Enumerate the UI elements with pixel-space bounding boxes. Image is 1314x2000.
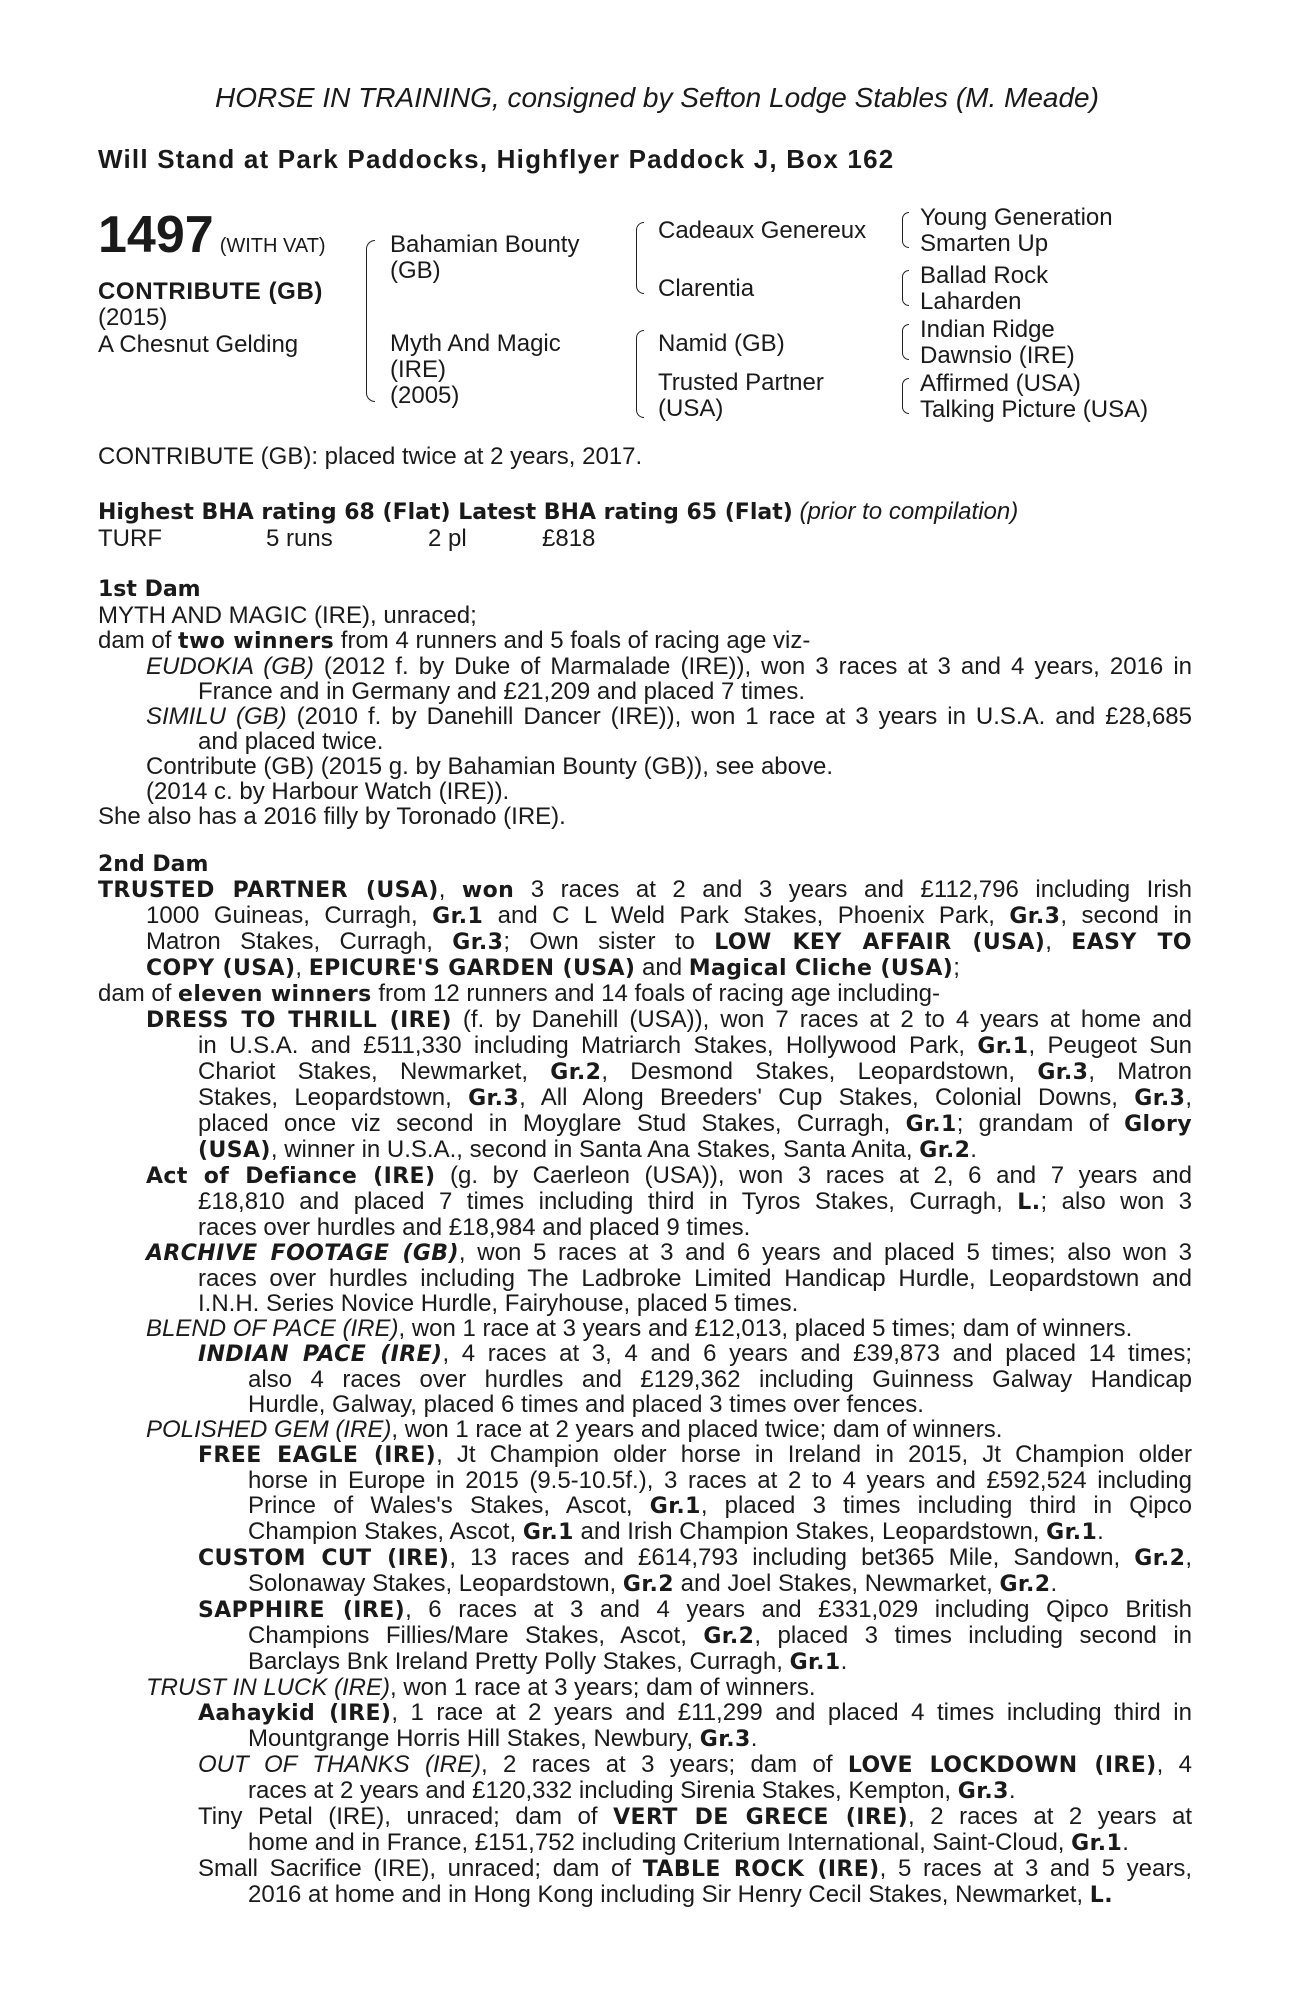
second-dam-text-run: , won 1 race at 2 years and placed twice; dam of winners. bbox=[391, 1416, 1003, 1443]
pedigree-brace-sire-side bbox=[636, 222, 644, 294]
sire-line-1: Bahamian Bounty bbox=[390, 231, 580, 258]
pedigree-brace-g3-3 bbox=[902, 324, 909, 360]
second-dam-line bbox=[98, 1137, 1192, 1163]
second-dam-text-run: Gr.2 bbox=[919, 1138, 971, 1163]
second-dam-text-run: Gr.1 bbox=[977, 1034, 1029, 1059]
dam-dam-name bbox=[658, 370, 824, 422]
second-dam-line bbox=[98, 1417, 1192, 1442]
second-dam-line bbox=[98, 981, 1192, 1007]
second-dam-line bbox=[98, 1240, 1192, 1266]
second-dam-line bbox=[98, 1804, 1192, 1830]
ratings-text: Highest BHA rating 68 (Flat) Latest BHA rating 65 (Flat) bbox=[98, 500, 793, 525]
second-dam-text-run: Gr.1 bbox=[522, 1520, 574, 1545]
first-dam-text-run: from 4 runners and 5 foals of racing age viz- bbox=[334, 627, 811, 654]
vat-note: (WITH VAT) bbox=[219, 235, 326, 257]
second-dam-line bbox=[98, 1571, 1192, 1597]
second-dam-text-run: Gr.2 bbox=[550, 1060, 602, 1085]
g3-6: Dawnsio (IRE) bbox=[920, 342, 1075, 369]
first-dam-text bbox=[98, 603, 1192, 829]
second-dam-text-run: Glory bbox=[1124, 1112, 1192, 1137]
second-dam-text-run: Champions Fillies/Mare Stakes, Ascot, bbox=[248, 1622, 704, 1649]
first-dam-line bbox=[98, 779, 1192, 804]
pedigree-brace-gen1 bbox=[366, 240, 375, 402]
second-dam-line bbox=[98, 1830, 1192, 1856]
second-dam-text-run: ; Own sister to bbox=[503, 928, 715, 955]
second-dam-text-run: , won 5 races at 3 and 6 years and placed 5 times; also won 3 bbox=[458, 1239, 1192, 1266]
second-dam-text-run: , 2 races at 3 years; dam of bbox=[480, 1751, 848, 1778]
second-dam-line bbox=[98, 1367, 1192, 1392]
dam-name bbox=[390, 331, 561, 409]
dam-dam-line-2: (USA) bbox=[658, 395, 724, 422]
second-dam-text-run: and Irish Champion Stakes, Leopardstown, bbox=[573, 1518, 1047, 1545]
first-dam-text-run: dam of bbox=[98, 627, 179, 654]
second-dam-text-run: . bbox=[1008, 1777, 1016, 1804]
second-dam-line bbox=[98, 1111, 1192, 1137]
second-dam-text-run: in U.S.A. and £511,330 including Matriarch Stakes, Hollywood Park, bbox=[198, 1032, 978, 1059]
second-dam-text-run: L. bbox=[1017, 1190, 1041, 1215]
g3-3: Ballad Rock bbox=[920, 262, 1049, 289]
second-dam-text-run: , 13 races and £614,793 including bet365 Mile, Sandown, bbox=[449, 1544, 1135, 1571]
sire-sire-name: Cadeaux Genereux bbox=[658, 217, 867, 244]
second-dam-line bbox=[98, 1316, 1192, 1341]
second-dam-text-run: TRUSTED PARTNER (USA) bbox=[98, 878, 439, 903]
second-dam-text bbox=[98, 877, 1192, 1908]
second-dam-text-run: . bbox=[1122, 1829, 1129, 1856]
second-dam-line bbox=[98, 929, 1192, 955]
second-dam-line bbox=[98, 1726, 1192, 1752]
sire-line-2: (GB) bbox=[390, 257, 441, 284]
second-dam-text-run: ARCHIVE FOOTAGE (GB) bbox=[146, 1241, 459, 1266]
second-dam-text-run: and Joel Stakes, Newmarket, bbox=[673, 1570, 1000, 1597]
second-dam-text-run: , winner in U.S.A., second in Santa Ana Stakes, Santa Anita, bbox=[270, 1136, 920, 1163]
second-dam-text-run: Gr.1 bbox=[789, 1650, 841, 1675]
second-dam-text-run: , bbox=[1185, 1084, 1192, 1111]
second-dam-text-run: TABLE ROCK (IRE) bbox=[642, 1857, 880, 1882]
turf-earnings: £818 bbox=[542, 525, 596, 552]
second-dam-text-run: 2016 at home and in Hong Kong including Sir Henry Cecil Stakes, Newmarket, bbox=[248, 1881, 1090, 1908]
second-dam-line bbox=[98, 1778, 1192, 1804]
second-dam-text-run: , Peugeot Sun bbox=[1028, 1032, 1192, 1059]
second-dam-line bbox=[98, 1033, 1192, 1059]
second-dam-line bbox=[98, 1468, 1192, 1493]
second-dam-text-run: horse in Europe in 2015 (9.5-10.5f.), 3 races at 2 to 4 years and £592,524 including bbox=[248, 1467, 1192, 1494]
second-dam-text-run: , bbox=[295, 954, 309, 981]
second-dam-line bbox=[98, 877, 1192, 903]
first-dam-line bbox=[98, 679, 1192, 704]
second-dam-text-run: . bbox=[750, 1725, 758, 1752]
second-dam-line bbox=[98, 1341, 1192, 1367]
second-dam-text-run: SAPPHIRE (IRE) bbox=[198, 1598, 406, 1623]
bha-ratings bbox=[98, 498, 1018, 526]
horse-description: A Chesnut Gelding bbox=[98, 331, 299, 358]
second-dam-text-run: INDIAN PACE (IRE) bbox=[198, 1342, 443, 1367]
ratings-note: (prior to compilation) bbox=[799, 498, 1019, 525]
first-dam-text-run: MYTH AND MAGIC (IRE), unraced; bbox=[98, 602, 477, 629]
second-dam-text-run: BLEND OF PACE (IRE) bbox=[146, 1315, 399, 1342]
second-dam-text-run: dam of bbox=[98, 980, 179, 1007]
second-dam-line bbox=[98, 1623, 1192, 1649]
second-dam-text-run: , bbox=[1045, 928, 1072, 955]
first-dam-text-run: (2010 f. by Danehill Dancer (IRE)), won 1 race at 3 years in U.S.A. and £28,685 bbox=[286, 703, 1193, 730]
first-dam-text-run: France and in Germany and £21,209 and placed 7 times. bbox=[198, 678, 806, 705]
second-dam-text-run: Gr.2 bbox=[622, 1572, 674, 1597]
second-dam-text-run: . bbox=[840, 1648, 848, 1675]
second-dam-line bbox=[98, 1752, 1192, 1778]
second-dam-text-run: ; grandam of bbox=[956, 1110, 1125, 1137]
second-dam-text-run: EPICURE'S GARDEN (USA) bbox=[308, 956, 636, 981]
first-dam-text-run: and placed twice. bbox=[198, 728, 384, 755]
second-dam-text-run: (f. by Danehill (USA)), won 7 races at 2 to 4 years at home and bbox=[451, 1006, 1192, 1033]
first-dam-line bbox=[98, 754, 1192, 779]
second-dam-text-run: Stakes, Leopardstown, bbox=[198, 1084, 469, 1111]
second-dam-text-run: Gr.2 bbox=[1134, 1546, 1186, 1571]
second-dam-text-run: Chariot Stakes, Newmarket, bbox=[198, 1058, 551, 1085]
first-dam-text-run: Contribute (GB) (2015 g. by Bahamian Bounty (GB)), see above. bbox=[146, 753, 834, 780]
second-dam-line bbox=[98, 1163, 1192, 1189]
second-dam-text-run: Gr.1 bbox=[432, 904, 484, 929]
second-dam-text-run: and C L Weld Park Stakes, Phoenix Park, bbox=[483, 902, 1010, 929]
second-dam-text-run: TRUST IN LUCK (IRE) bbox=[146, 1674, 391, 1701]
pedigree-brace-g3-1 bbox=[902, 212, 909, 248]
turf-placed: 2 pl bbox=[428, 525, 467, 552]
second-dam-line bbox=[98, 903, 1192, 929]
second-dam-text-run: OUT OF THANKS (IRE) bbox=[198, 1751, 481, 1778]
second-dam-text-run: Gr.1 bbox=[1046, 1520, 1098, 1545]
second-dam-text-run: Gr.1 bbox=[905, 1112, 957, 1137]
first-dam-heading: 1st Dam bbox=[98, 577, 201, 602]
second-dam-text-run: LOVE LOCKDOWN (IRE) bbox=[847, 1753, 1157, 1778]
second-dam-text-run: (g. by Caerleon (USA)), won 3 races at 2, 6 and 7 years and bbox=[435, 1162, 1193, 1189]
second-dam-text-run: Barclays Bnk Ireland Pretty Polly Stakes, Curragh, bbox=[248, 1648, 790, 1675]
second-dam-line bbox=[98, 1597, 1192, 1623]
first-dam-line bbox=[98, 729, 1192, 754]
dam-line-1: Myth And Magic bbox=[390, 330, 561, 357]
first-dam-line bbox=[98, 654, 1192, 679]
lot-number bbox=[98, 205, 326, 265]
second-dam-text-run: , Jt Champion older horse in Ireland in 2015, Jt Champion older bbox=[436, 1441, 1192, 1468]
second-dam-line bbox=[98, 1675, 1192, 1700]
second-dam-text-run: , All Along Breeders' Cup Stakes, Colonial Downs, bbox=[519, 1084, 1135, 1111]
second-dam-line bbox=[98, 1493, 1192, 1519]
second-dam-text-run: won bbox=[461, 878, 515, 903]
second-dam-text-run: Mountgrange Horris Hill Stakes, Newbury, bbox=[248, 1725, 700, 1752]
second-dam-text-run: , second in bbox=[1060, 902, 1193, 929]
g3-8: Talking Picture (USA) bbox=[920, 396, 1149, 423]
second-dam-text-run: from 12 runners and 14 foals of racing age including- bbox=[371, 980, 941, 1007]
second-dam-text-run: EASY TO bbox=[1071, 930, 1193, 955]
second-dam-text-run: VERT DE GRECE (IRE) bbox=[613, 1805, 909, 1830]
second-dam-text-run: Gr.2 bbox=[999, 1572, 1051, 1597]
foaling-year: (2015) bbox=[98, 304, 168, 331]
second-dam-text-run: L. bbox=[1089, 1883, 1113, 1908]
second-dam-text-run: and bbox=[635, 954, 689, 981]
second-dam-line bbox=[98, 1856, 1192, 1882]
dam-line-3: (2005) bbox=[390, 382, 460, 409]
second-dam-line bbox=[98, 1085, 1192, 1111]
sire-dam-name: Clarentia bbox=[658, 275, 755, 302]
second-dam-line bbox=[98, 1291, 1192, 1316]
second-dam-line bbox=[98, 1007, 1192, 1033]
second-dam-text-run: , 5 races at 3 and 5 years, bbox=[879, 1855, 1192, 1882]
location-line: Will Stand at Park Paddocks, Highflyer Paddock J, Box 162 bbox=[98, 144, 895, 174]
second-dam-text-run: , 4 races at 3, 4 and 6 years and £39,873 and placed 14 times; bbox=[442, 1340, 1192, 1367]
second-dam-line bbox=[98, 1215, 1192, 1240]
second-dam-text-run: races over hurdles and £18,984 and placed 9 times. bbox=[198, 1214, 751, 1241]
consignor-header: HORSE IN TRAINING, consigned by Sefton Lodge Stables (M. Meade) bbox=[215, 82, 1099, 113]
second-dam-text-run: races over hurdles including The Ladbroke Limited Handicap Hurdle, Leopardstown and bbox=[198, 1265, 1192, 1292]
dam-dam-line-1: Trusted Partner bbox=[658, 369, 824, 396]
second-dam-text-run: , Matron bbox=[1088, 1058, 1193, 1085]
second-dam-text-run: Gr.3 bbox=[699, 1727, 751, 1752]
second-dam-line bbox=[98, 955, 1192, 981]
second-dam-text-run: , 1 race at 2 years and £11,299 and placed 4 times including third in bbox=[391, 1699, 1192, 1726]
second-dam-text-run: FREE EAGLE (IRE) bbox=[198, 1443, 437, 1468]
second-dam-line bbox=[98, 1519, 1192, 1545]
second-dam-text-run: £18,810 and placed 7 times including third in Tyros Stakes, Curragh, bbox=[198, 1188, 1018, 1215]
second-dam-text-run: , 2 races at 2 years at bbox=[908, 1803, 1192, 1830]
second-dam-text-run: . bbox=[970, 1136, 977, 1163]
first-dam-text-run: two winners bbox=[178, 629, 335, 654]
second-dam-text-run: Gr.2 bbox=[703, 1624, 755, 1649]
pedigree-brace-dam-side bbox=[636, 330, 644, 418]
g3-4: Laharden bbox=[920, 288, 1022, 315]
second-dam-line bbox=[98, 1392, 1192, 1417]
pedigree-brace-g3-4 bbox=[902, 378, 909, 414]
second-dam-text-run: Gr.3 bbox=[452, 930, 504, 955]
turf-runs: 5 runs bbox=[266, 525, 333, 552]
dam-sire-name: Namid (GB) bbox=[658, 330, 785, 357]
second-dam-text-run: , bbox=[1185, 1544, 1192, 1571]
second-dam-text-run: (USA) bbox=[198, 1138, 271, 1163]
second-dam-text-run: Prince of Wales's Stakes, Ascot, bbox=[248, 1492, 650, 1519]
first-dam-line bbox=[98, 603, 1192, 628]
second-dam-text-run: CUSTOM CUT (IRE) bbox=[198, 1546, 450, 1571]
second-dam-text-run: Solonaway Stakes, Leopardstown, bbox=[248, 1570, 623, 1597]
second-dam-text-run: Gr.3 bbox=[957, 1779, 1009, 1804]
second-dam-text-run: LOW KEY AFFAIR (USA) bbox=[714, 930, 1046, 955]
second-dam-text-run: placed once viz second in Moyglare Stud Stakes, Curragh, bbox=[198, 1110, 906, 1137]
second-dam-text-run: , placed 3 times including third in Qipco bbox=[700, 1492, 1192, 1519]
turf-label: TURF bbox=[98, 525, 162, 552]
second-dam-text-run: Gr.3 bbox=[1037, 1060, 1089, 1085]
second-dam-text-run: Gr.3 bbox=[1009, 904, 1061, 929]
g3-2: Smarten Up bbox=[920, 230, 1049, 257]
dam-line-2: (IRE) bbox=[390, 356, 446, 383]
first-dam-text-run: EUDOKIA (GB) bbox=[146, 653, 314, 680]
first-dam-text-run: SIMILU (GB) bbox=[146, 703, 287, 730]
second-dam-text-run: , won 1 race at 3 years; dam of winners. bbox=[390, 1674, 816, 1701]
first-dam-text-run: (2014 c. by Harbour Watch (IRE)). bbox=[146, 778, 510, 805]
second-dam-text-run: Gr.1 bbox=[649, 1494, 701, 1519]
second-dam-text-run: ; also won 3 bbox=[1040, 1188, 1193, 1215]
second-dam-text-run: home and in France, £151,752 including Criterium International, Saint-Cloud, bbox=[248, 1829, 1072, 1856]
second-dam-line bbox=[98, 1189, 1192, 1215]
second-dam-text-run: POLISHED GEM (IRE) bbox=[146, 1416, 392, 1443]
second-dam-text-run: DRESS TO THRILL (IRE) bbox=[146, 1008, 452, 1033]
second-dam-text-run: Magical Cliche (USA) bbox=[688, 956, 954, 981]
second-dam-text-run: Gr.1 bbox=[1071, 1831, 1123, 1856]
second-dam-text-run: Gr.3 bbox=[468, 1086, 520, 1111]
second-dam-line bbox=[98, 1545, 1192, 1571]
second-dam-text-run: Small Sacrifice (IRE), unraced; dam of bbox=[198, 1855, 643, 1882]
second-dam-text-run: 1000 Guineas, Curragh, bbox=[146, 902, 433, 929]
second-dam-line bbox=[98, 1442, 1192, 1468]
second-dam-text-run: eleven winners bbox=[178, 982, 372, 1007]
second-dam-text-run: , bbox=[438, 876, 462, 903]
second-dam-text-run: Hurdle, Galway, placed 6 times and placed 3 times over fences. bbox=[248, 1391, 924, 1418]
first-dam-line bbox=[98, 628, 1192, 654]
second-dam-text-run: races at 2 years and £120,332 including Sirenia Stakes, Kempton, bbox=[248, 1777, 958, 1804]
first-dam-text-run: She also has a 2016 filly by Toronado (IRE). bbox=[98, 803, 566, 830]
sire-name bbox=[390, 232, 579, 284]
second-dam-text-run: ; bbox=[953, 954, 960, 981]
second-dam-text-run: I.N.H. Series Novice Hurdle, Fairyhouse, placed 5 times. bbox=[198, 1290, 799, 1317]
race-summary: CONTRIBUTE (GB): placed twice at 2 years, 2017. bbox=[98, 443, 643, 470]
second-dam-text-run: also 4 races over hurdles and £129,362 including Guinness Galway Handicap bbox=[248, 1366, 1192, 1393]
second-dam-line bbox=[98, 1059, 1192, 1085]
second-dam-line bbox=[98, 1649, 1192, 1675]
second-dam-line bbox=[98, 1266, 1192, 1291]
first-dam-line bbox=[98, 804, 1192, 829]
lot-number-value: 1497 bbox=[98, 206, 214, 264]
second-dam-text-run: COPY (USA) bbox=[146, 956, 296, 981]
second-dam-line bbox=[98, 1700, 1192, 1726]
second-dam-text-run: Aahaykid (IRE) bbox=[198, 1701, 392, 1726]
second-dam-text-run: . bbox=[1050, 1570, 1058, 1597]
g3-5: Indian Ridge bbox=[920, 316, 1055, 343]
g3-1: Young Generation bbox=[920, 204, 1113, 231]
horse-name: CONTRIBUTE (GB) bbox=[98, 278, 323, 305]
g3-7: Affirmed (USA) bbox=[920, 370, 1081, 397]
second-dam-text-run: , 6 races at 3 and 4 years and £331,029 including Qipco British bbox=[405, 1596, 1192, 1623]
second-dam-text-run: Tiny Petal (IRE), unraced; dam of bbox=[198, 1803, 614, 1830]
pedigree-brace-g3-2 bbox=[902, 270, 909, 306]
second-dam-text-run: Gr.3 bbox=[1134, 1086, 1186, 1111]
first-dam-text-run: (2012 f. by Duke of Marmalade (IRE)), won 3 races at 3 and 4 years, 2016 in bbox=[313, 653, 1192, 680]
second-dam-text-run: , 4 bbox=[1156, 1751, 1193, 1778]
second-dam-text-run: , Desmond Stakes, Leopardstown, bbox=[601, 1058, 1038, 1085]
second-dam-text-run: . bbox=[1097, 1518, 1104, 1545]
second-dam-text-run: 3 races at 2 and 3 years and £112,796 including Irish bbox=[514, 876, 1192, 903]
first-dam-line bbox=[98, 704, 1192, 729]
second-dam-text-run: Champion Stakes, Ascot, bbox=[248, 1518, 523, 1545]
second-dam-text-run: , won 1 race at 3 years and £12,013, placed 5 times; dam of winners. bbox=[398, 1315, 1133, 1342]
second-dam-text-run: Matron Stakes, Curragh, bbox=[146, 928, 453, 955]
second-dam-text-run: Act of Defiance (IRE) bbox=[146, 1164, 436, 1189]
second-dam-text-run: , placed 3 times including second in bbox=[754, 1622, 1193, 1649]
second-dam-line bbox=[98, 1882, 1192, 1908]
second-dam-heading: 2nd Dam bbox=[98, 852, 209, 877]
